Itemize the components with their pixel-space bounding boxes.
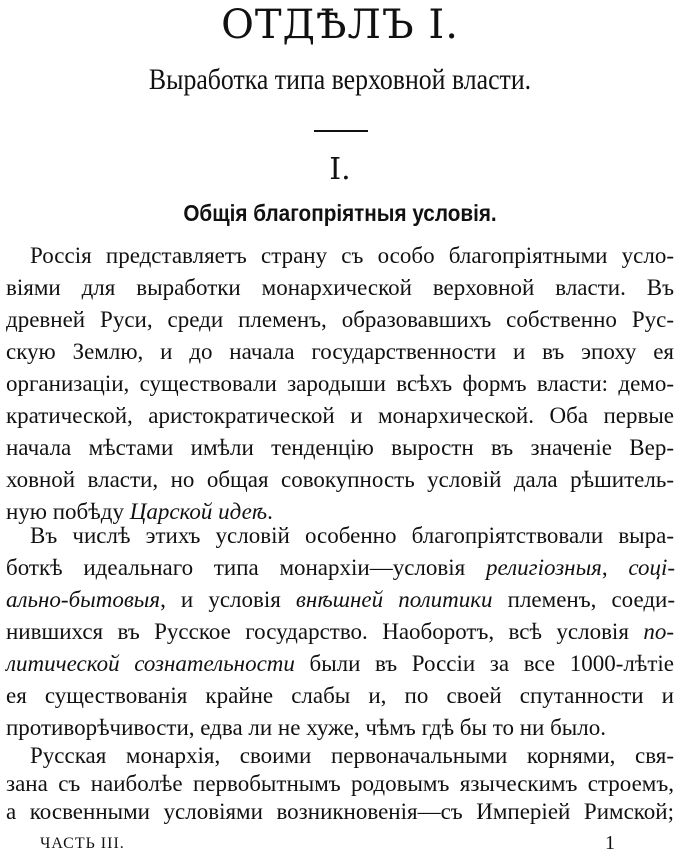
- text-line: [6, 680, 674, 712]
- text-segment: Русская монархія, своими первоначальными корнями, свя-: [30, 743, 674, 768]
- text-segment: древней Руси, среди племенъ, образовавшихъ собственно Рус-: [6, 307, 674, 332]
- text-segment: племенъ, соеди-: [492, 587, 676, 612]
- text-line: [6, 584, 675, 616]
- text-segment: начала мѣстами имѣли тенденцію выростн въ значеніе Вер-: [6, 435, 674, 460]
- text-line: [6, 552, 675, 584]
- chapter-title: Общія благопріятныя условія.: [183, 200, 497, 226]
- text-line: [6, 432, 674, 464]
- text-segment: нившихся въ Русское государство. Наоборотъ, всѣ условія: [6, 619, 644, 644]
- section-heading: ОТДѢЛЪ I.: [221, 2, 459, 48]
- text-line: [30, 240, 674, 272]
- text-segment: ея существованія крайне слабы и, по своей спутанности и: [6, 683, 674, 708]
- text-line: [6, 616, 674, 648]
- text-segment: организаціи, существовали зародыши всѣхъ формъ власти: демо-: [6, 371, 674, 396]
- text-line: [6, 648, 674, 680]
- italic-segment: ально-бытовыя: [6, 587, 161, 612]
- text-line: [6, 368, 674, 400]
- text-segment: зана съ наиболѣе первобытнымъ родовымъ языческимъ строемъ,: [6, 771, 674, 796]
- text-line: [6, 464, 674, 496]
- text-line: [6, 796, 674, 828]
- text-line: [30, 520, 674, 552]
- text-segment: , и условія: [160, 587, 296, 612]
- italic-segment: внѣшней политики: [295, 587, 493, 612]
- text-segment: а косвенными условіями возникновенія—съ Имперіей Римской;: [6, 799, 674, 824]
- section-subtitle: Выработка типа верховной власти.: [148, 63, 532, 96]
- italic-segment: религіозныя: [485, 555, 602, 580]
- text-segment: ную побѣду: [6, 499, 130, 524]
- text-segment: Въ числѣ этихъ условій особенно благопріятствовали выра-: [30, 523, 674, 548]
- text-segment: скую Землю, и до начала государственности и въ эпоху ея: [6, 339, 674, 364]
- italic-segment: по-: [643, 619, 674, 644]
- text-segment: Россія представляетъ страну съ особо благопріятными усло-: [30, 243, 674, 268]
- text-segment: противорѣчивости, едва ли не хуже, чѣмъ гдѣ бы то ни было.: [6, 715, 606, 740]
- italic-segment: Царской идеѣ: [129, 499, 268, 524]
- text-line: [6, 304, 674, 336]
- text-segment: кратической, аристократической и монархической. Оба первые: [6, 403, 674, 428]
- text-segment: віями для выработки монархической верховной власти. Въ: [6, 275, 674, 300]
- text-line: [6, 400, 674, 432]
- text-segment: ховной власти, но общая совокупность условій дала рѣшитель-: [6, 467, 674, 492]
- text-segment: ,: [601, 555, 629, 580]
- text-line: [6, 272, 674, 304]
- text-segment: .: [267, 499, 273, 524]
- footer-part-label: ЧАСТЬ III.: [40, 835, 125, 852]
- italic-segment: литической сознательности: [6, 651, 295, 676]
- heading-divider: [314, 130, 368, 132]
- text-segment: были въ Россіи за все 1000-лѣтіе: [294, 651, 674, 676]
- text-line: [6, 336, 674, 368]
- chapter-number: I.: [329, 152, 351, 187]
- italic-segment: соці-: [628, 555, 676, 580]
- text-segment: боткѣ идеальнаго типа монархіи—условія: [6, 555, 486, 580]
- page-number: 1: [605, 832, 615, 854]
